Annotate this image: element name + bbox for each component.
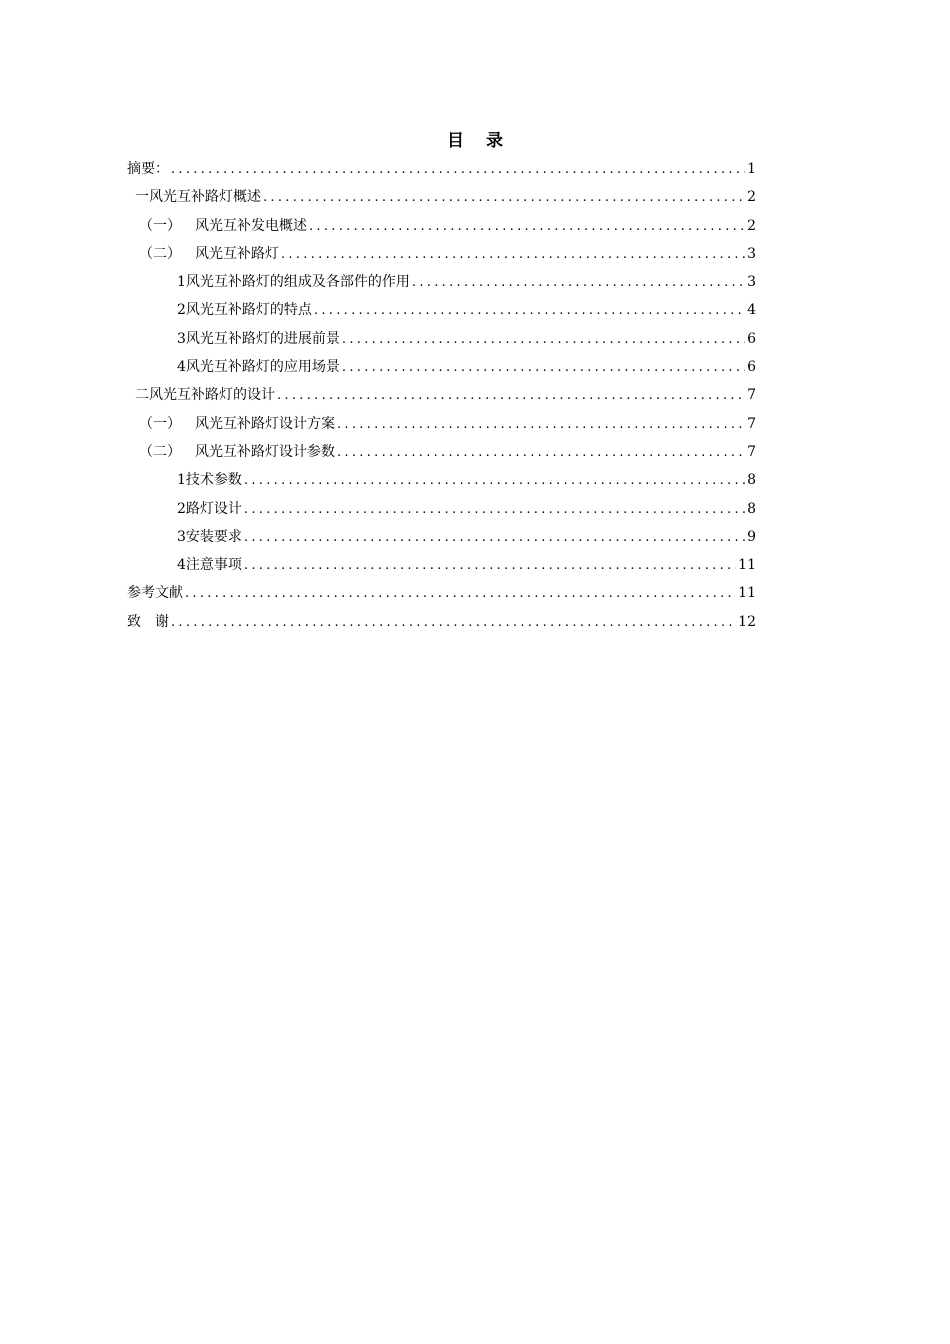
toc-entry-text: 风光互补路灯的组成及各部件的作用 (185, 274, 410, 291)
table-of-contents (127, 155, 756, 636)
toc-entry-label (177, 495, 242, 523)
toc-page-number: 9 (747, 528, 756, 545)
toc-page-number: 4 (747, 302, 756, 319)
toc-entry-marker: （二） (139, 443, 181, 460)
toc-entry[interactable] (127, 381, 756, 409)
toc-page-number: 7 (747, 443, 756, 460)
toc-entry-marker: 1 (177, 472, 186, 489)
toc-entry-label (177, 268, 410, 296)
toc-entry[interactable] (127, 212, 756, 240)
toc-entry-label (139, 410, 335, 438)
page-title (0, 126, 950, 151)
toc-page-number: 12 (738, 613, 756, 630)
toc-page-number: 6 (747, 330, 756, 347)
toc-page-number: 7 (747, 387, 756, 404)
toc-entry-label (135, 381, 275, 409)
toc-page-number: 8 (747, 500, 756, 517)
toc-entry[interactable] (127, 466, 756, 494)
toc-entry-label (127, 579, 183, 607)
toc-entry-marker: 2 (177, 302, 186, 319)
toc-entry-marker: 4 (177, 557, 186, 574)
toc-entry[interactable] (127, 183, 756, 211)
toc-entry-text: 风光互补发电概述 (195, 217, 307, 234)
toc-entry[interactable] (127, 353, 756, 381)
toc-dot-leader (342, 354, 745, 382)
toc-entry-text: 风光互补路灯设计方案 (195, 415, 335, 432)
toc-entry-text: 安装要求 (185, 528, 242, 545)
toc-dot-leader (337, 411, 745, 439)
toc-entry-text: 风光互补路灯 (195, 245, 279, 262)
toc-entry[interactable] (127, 438, 756, 466)
toc-dot-leader (171, 609, 736, 637)
toc-page-number: 8 (747, 472, 756, 489)
toc-entry-text: 技术参数 (185, 472, 242, 489)
toc-entry-text: 风光互补路灯的进展前景 (185, 330, 340, 347)
toc-entry-marker: 1 (177, 274, 186, 291)
toc-entry-text: 路灯设计 (185, 500, 242, 517)
toc-dot-leader (281, 241, 745, 269)
toc-entry[interactable] (127, 155, 756, 183)
toc-page-number: 2 (747, 189, 756, 206)
toc-entry-text: 参考文献 (127, 585, 183, 602)
toc-page-number: 3 (747, 245, 756, 262)
toc-entry-label (177, 353, 340, 381)
toc-dot-leader (171, 156, 745, 184)
toc-entry[interactable] (127, 268, 756, 296)
toc-entry[interactable] (127, 608, 756, 636)
toc-entry-label (135, 183, 261, 211)
toc-entry-label (139, 240, 279, 268)
toc-entry-label (177, 551, 242, 579)
toc-entry[interactable] (127, 325, 756, 353)
toc-dot-leader (244, 496, 745, 524)
toc-page-number: 11 (738, 585, 756, 602)
toc-entry[interactable] (127, 523, 756, 551)
toc-dot-leader (314, 297, 745, 325)
toc-dot-leader (244, 552, 736, 580)
title-part-2: 录 (486, 131, 503, 151)
toc-entry-label (139, 438, 335, 466)
toc-entry-text: 致 谢 (127, 613, 169, 630)
toc-dot-leader (185, 580, 736, 608)
toc-entry-text: 风光互补路灯设计参数 (195, 443, 335, 460)
toc-entry-marker: 2 (177, 500, 186, 517)
toc-entry[interactable] (127, 240, 756, 268)
toc-entry-marker: （二） (139, 245, 181, 262)
toc-dot-leader (263, 184, 745, 212)
toc-entry[interactable] (127, 296, 756, 324)
toc-page-number: 3 (747, 274, 756, 291)
toc-entry[interactable] (127, 495, 756, 523)
toc-entry-marker: （一） (139, 415, 181, 432)
toc-entry-label (127, 155, 169, 183)
toc-dot-leader (309, 213, 745, 241)
toc-page-number: 11 (738, 557, 756, 574)
toc-dot-leader (337, 439, 745, 467)
toc-entry[interactable] (127, 410, 756, 438)
toc-entry-text: 风光互补路灯概述 (149, 189, 261, 206)
toc-entry-label (177, 466, 242, 494)
toc-entry-label (127, 608, 169, 636)
toc-page-number: 6 (747, 359, 756, 376)
toc-entry-label (177, 325, 340, 353)
toc-dot-leader (244, 467, 745, 495)
title-part-1: 目 (447, 131, 464, 151)
toc-dot-leader (277, 382, 745, 410)
toc-entry-label (139, 212, 307, 240)
toc-entry-marker: 3 (177, 528, 186, 545)
toc-entry[interactable] (127, 579, 756, 607)
toc-entry-marker: 二 (135, 387, 149, 404)
toc-page-number: 1 (747, 161, 756, 177)
toc-dot-leader (412, 269, 745, 297)
toc-entry-text: 风光互补路灯的设计 (149, 387, 275, 404)
toc-entry-text: 摘要： (127, 161, 169, 177)
toc-entry-marker: 4 (177, 359, 186, 376)
toc-entry-label (177, 296, 312, 324)
toc-page-number: 2 (747, 217, 756, 234)
toc-entry-marker: 3 (177, 330, 186, 347)
toc-page-number: 7 (747, 415, 756, 432)
toc-entry-marker: （一） (139, 217, 181, 234)
toc-dot-leader (244, 524, 745, 552)
toc-entry-label (177, 523, 242, 551)
toc-entry-text: 风光互补路灯的特点 (185, 302, 312, 319)
toc-entry-marker: 一 (135, 189, 149, 206)
toc-entry[interactable] (127, 551, 756, 579)
toc-dot-leader (342, 326, 745, 354)
toc-entry-text: 风光互补路灯的应用场景 (185, 359, 340, 376)
toc-entry-text: 注意事项 (185, 557, 242, 574)
